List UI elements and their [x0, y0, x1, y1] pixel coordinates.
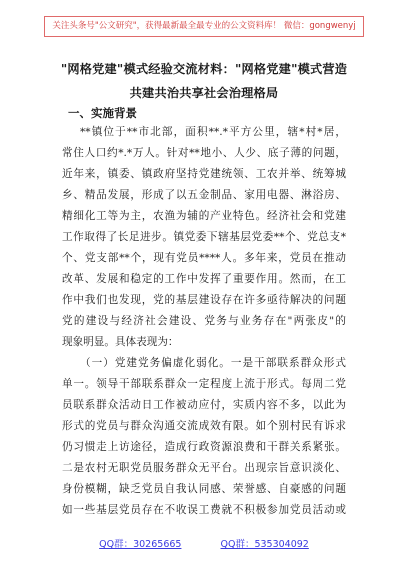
body-line: （一）党建党务偏虚化弱化。一是干部联系群众形式 — [80, 357, 346, 369]
body-line: 工作取得了长足进步。镇党委下辖基层党委**个、党总支* — [62, 231, 346, 243]
document-title-line-1: "网格党建"模式经验交流材料："网格党建"模式营造 — [60, 62, 348, 76]
promo-banner: 关注头条号"公文研究"，获得最新最全最专业的公文资料库！ 微信：gongwenyj — [44, 16, 364, 37]
body-line: 如一些基层党员存在不收误工费就不积极参加党员活动或 — [62, 504, 346, 516]
body-line: **镇位于**市北部，面积**.*平方公里，辖*村*居， — [80, 126, 346, 138]
body-line: 形式的党员与群众沟通交流成效有限。如个别村民有诉求 — [62, 420, 346, 432]
footer-contacts — [0, 536, 408, 550]
body-line: 个、党支部**个，现有党员****人。多年来，党员在推动 — [62, 252, 346, 264]
body-line: 员联系群众活动日工作被动应付，实质内容不多，以此为 — [62, 399, 346, 411]
section-heading: 一、实施背景 — [68, 106, 137, 120]
body-line: 作中我们也发现，党的基层建设存在许多亟待解决的问题 — [62, 294, 346, 306]
body-line: 党的建设与经济社会建设、党务与业务存在"两张皮"的 — [62, 315, 346, 327]
body-line: 常住人口约*.*万人。针对**地小、人少、底子薄的问题， — [62, 147, 346, 159]
body-line: 近年来，镇委、镇政府坚持党建统领、工农并举、统筹城 — [62, 168, 346, 180]
body-line: 现象明显。具体表现为： — [62, 336, 179, 348]
body-line: 改革、发展和稳定的工作中发挥了重要作用。然而，在工 — [62, 273, 346, 285]
body-line: 身份模糊，缺乏党员自我认同感、荣誉感、自豪感的问题 — [62, 483, 346, 495]
body-line: 精细化工等为主，农渔为辅的产业特色。经济社会和党建 — [62, 210, 346, 222]
qq-group-link-1[interactable]: QQ群：30265665 — [99, 539, 182, 550]
body-line: 单一。领导干部联系群众一定程度上流于形式。每周二党 — [62, 378, 346, 390]
qq-group-link-2[interactable]: QQ群：535304092 — [220, 539, 309, 550]
body-line: 乡、精品发展，形成了以五金制品、家用电器、淋浴房、 — [62, 189, 346, 201]
body-line: 二是农村无职党员服务群众无平台。出现宗旨意识淡化、 — [62, 462, 346, 474]
document-title-line-2: 共建共治共享社会治理格局 — [129, 86, 279, 100]
body-line: 仍习惯走上访途径，造成行政资源浪费和干群关系紧张。 — [62, 441, 346, 453]
